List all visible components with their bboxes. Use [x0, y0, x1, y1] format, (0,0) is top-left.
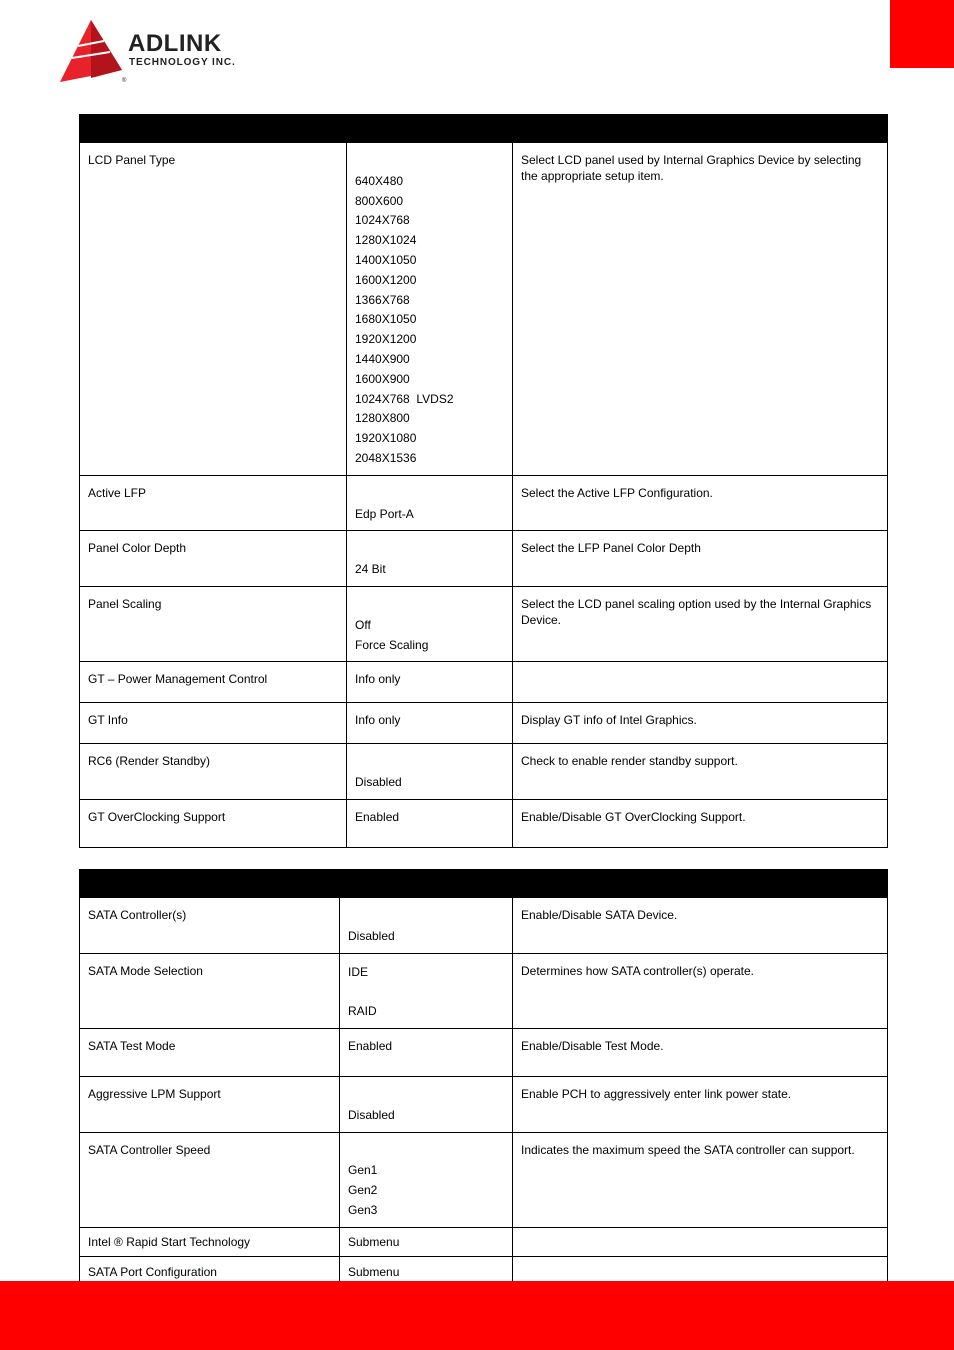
table-row [80, 1227, 888, 1256]
option-value: 1920X1200 [355, 332, 417, 347]
table-row [80, 1028, 888, 1076]
option-value: 800X600 [355, 193, 404, 208]
option-value: RAID [348, 1004, 377, 1019]
table-row [80, 143, 888, 476]
row-description: Select LCD panel used by Internal Graphics Device by selecting the appropriate setup item. [513, 143, 888, 476]
option-value: 1280X800 [355, 411, 410, 426]
option-value: Gen3 [348, 1202, 378, 1217]
logo-triangle-icon [58, 18, 127, 86]
row-item: RC6 (Render Standby) [80, 744, 347, 800]
row-item: GT Info [80, 703, 347, 744]
table-header-bar [80, 115, 888, 143]
option-value: Gen1 [348, 1163, 378, 1178]
option-value: 2048X1536 [355, 450, 417, 465]
row-options [347, 744, 513, 800]
graphics-settings-table [79, 114, 888, 848]
footer-bar [0, 1281, 954, 1350]
brand-tagline: TECHNOLOGY INC. [129, 57, 236, 68]
row-item: SATA Controller(s) [80, 898, 340, 954]
option-value: 1024X768 [355, 213, 410, 228]
option-value: Disabled [348, 1107, 395, 1122]
row-item: Aggressive LPM Support [80, 1076, 340, 1132]
row-options: Submenu [340, 1256, 513, 1286]
brand-registered-mark: ® [122, 78, 127, 84]
row-options [340, 898, 513, 954]
option-value: Gen2 [348, 1183, 378, 1198]
row-item: GT OverClocking Support [80, 799, 347, 847]
row-item: SATA Controller Speed [80, 1132, 340, 1227]
row-options: Enabled [340, 1028, 513, 1076]
table-row [80, 1076, 888, 1132]
sata-settings-table [79, 869, 888, 1287]
row-description: Indicates the maximum speed the SATA controller can support. [513, 1132, 888, 1227]
row-description: Select the LCD panel scaling option used by the Internal Graphics Device. [513, 586, 888, 661]
table-row [80, 475, 888, 531]
row-options [340, 1076, 513, 1132]
row-description: Display GT info of Intel Graphics. [513, 703, 888, 744]
table-row [80, 744, 888, 800]
row-options: Submenu [340, 1227, 513, 1256]
row-item: Panel Color Depth [80, 531, 347, 587]
option-value: 1400X1050 [355, 252, 417, 267]
table-row [80, 586, 888, 661]
row-description [513, 1227, 888, 1256]
option-value: 1600X900 [355, 371, 410, 386]
row-description: Determines how SATA controller(s) operate. [513, 953, 888, 1028]
row-description: Check to enable render standby support. [513, 744, 888, 800]
option-value: 1920X1080 [355, 431, 417, 446]
option-value: IDE [348, 964, 369, 979]
row-options: Enabled [347, 799, 513, 847]
row-item: GT – Power Management Control [80, 662, 347, 703]
option-value: 1280X1024 [355, 233, 417, 248]
row-description: Select the LFP Panel Color Depth [513, 531, 888, 587]
adlink-logo [58, 18, 278, 88]
row-options [347, 475, 513, 531]
row-item: SATA Test Mode [80, 1028, 340, 1076]
option-value: Disabled [355, 775, 402, 790]
table-header-bar [80, 870, 888, 898]
row-description: Enable/Disable GT OverClocking Support. [513, 799, 888, 847]
row-options [340, 1132, 513, 1227]
option-value: 1680X1050 [355, 312, 417, 327]
option-value: 1440X900 [355, 351, 410, 366]
table-row [80, 531, 888, 587]
option-value: Force Scaling [355, 637, 429, 652]
row-item: Active LFP [80, 475, 347, 531]
table-row [80, 662, 888, 703]
option-value: 1366X768 [355, 292, 410, 307]
table-row [80, 953, 888, 1028]
option-value: Disabled [348, 928, 395, 943]
option-value: Edp Port-A [355, 506, 414, 521]
brand-name: ADLINK [128, 30, 222, 57]
row-options: Info only [347, 703, 513, 744]
row-options [347, 531, 513, 587]
option-value: 640X480 [355, 173, 404, 188]
row-description [513, 662, 888, 703]
row-description: Select the Active LFP Configuration. [513, 475, 888, 531]
row-options [340, 953, 513, 1028]
option-value: 1024X768 LVDS2 [355, 391, 454, 406]
row-options: Info only [347, 662, 513, 703]
row-item: SATA Mode Selection [80, 953, 340, 1028]
row-item: Intel ® Rapid Start Technology [80, 1227, 340, 1256]
row-options [347, 586, 513, 661]
row-item: LCD Panel Type [80, 143, 347, 476]
table-row [80, 799, 888, 847]
row-item: Panel Scaling [80, 586, 347, 661]
row-description: Enable/Disable SATA Device. [513, 898, 888, 954]
table-row [80, 1132, 888, 1227]
corner-tab [890, 0, 954, 68]
row-description: Enable/Disable Test Mode. [513, 1028, 888, 1076]
table-row [80, 703, 888, 744]
row-item: SATA Port Configuration [80, 1256, 340, 1286]
option-value: Off [355, 617, 371, 632]
option-value: 1600X1200 [355, 272, 417, 287]
option-value: 24 Bit [355, 562, 386, 577]
table-row [80, 898, 888, 954]
row-options [347, 143, 513, 476]
row-description: Enable PCH to aggressively enter link power state. [513, 1076, 888, 1132]
